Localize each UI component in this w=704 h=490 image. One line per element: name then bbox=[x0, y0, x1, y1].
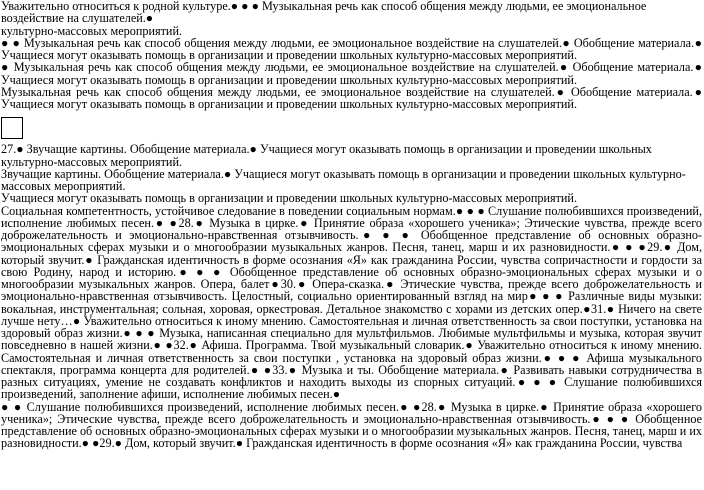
paragraph-10: ● ● Слушание полюбившихся произведений, исполнение любимых песен.● ●28.● Музыка в цирке.● Принятие образа «хорошего ученика»; Этические чувства, прежде всего доброжелательность и эмоционально-нравственная отзывчивость.● ● ● Обобщенное представление об основных образно-эмоциональных сферах музыки и о многообразии музыкальных жанров. Песня, танец, марш и их разновидности.● ●29.● Дом, который звучит.● Гражданская идентичность в форме осознания «Я» как гражданина России, чувства bbox=[1, 399, 702, 451]
paragraph-1: Уважительно относиться к родной культуре.● ● ● Музыкальная речь как способ общения между людьми, ее эмоциональное воздействие на слушателей.● bbox=[1, 0, 647, 26]
document-body bbox=[1, 0, 702, 450]
paragraph-3: ● ● Музыкальная речь как способ общения между людьми, ее эмоциональное воздействие на слушателей.● Обобщение материала.● Учащиеся могут оказывать помощь в организации и проведении школьных культурно-массовых мероприятий. bbox=[1, 35, 702, 62]
paragraph-7: Звучащие картины. Обобщение материала.● Учащиеся могут оказывать помощь в организации и проведении школьных культурно-массовых мероприятий. bbox=[1, 166, 686, 193]
paragraph-2: культурно-массовых мероприятий. bbox=[1, 23, 183, 38]
empty-image-placeholder bbox=[1, 117, 23, 139]
paragraph-4: ● Музыкальная речь как способ общения между людьми, ее эмоциональное воздействие на слушателей.● Обобщение материала.● Учащиеся могут оказывать помощь в организации и проведении школьных культурно-массовых мероприятий. bbox=[1, 60, 702, 87]
paragraph-5: Музыкальная речь как способ общения между людьми, ее эмоциональное воздействие на слушателей.● Обобщение материала.● Учащиеся могут оказывать помощь в организации и проведении школьных культурно-массовых мероприятий. bbox=[1, 84, 702, 111]
paragraph-6: 27.● Звучащие картины. Обобщение материала.● Учащиеся могут оказывать помощь в организации и проведении школьных культурно-массовых мероприятий. bbox=[1, 142, 652, 169]
paragraph-9: Социальная компетентность, устойчивое следование в поведении социальным нормам.● ● ● Слушание полюбившихся произведений, исполнение любимых песен.● ●28.● Музыка в цирке.● Принятие образа «хорошего ученика»; Этические чувства, прежде всего доброжелательность и эмоционально-нравственная отзывчивость.● ● ● Обобщенное представление об основных образно-эмоциональных сферах музыки и о многообразии музыкальных жанров. Песня, танец, марш и их разновидности.● ● ●29.● Дом, который звучит.● Гражданская идентичность в форме осознания «Я» как гражданина России, чувства сопричастности и гордости за свою Родину, народ и историю.● ● ● Обобщенное представление об основных образно-эмоциональных сферах музыки и о многообразии музыкальных жанров. Опера, балет●30.● Опера-сказка.● Этические чувства, прежде всего доброжелательность и эмоционально-нравственная отзывчивость. Целостный, социально ориентированный взгляд на мир● ● ● Различные виды музыки: вокальная, инструментальная; сольная, хоровая, оркестровая. Детальное знакомство с хорами из детских опер.●31.● Ничего на свете лучше нету…● Уважительно относиться к иному мнению. Самостоятельная и личная ответственность за свои поступки, установка на здоровый образ жизни.● ● ● Музыка, написанная специально для мультфильмов. Любимые мультфильмы и музыка, которая звучит повседневно в нашей жизни.● ●32.● Афиша. Программа. Твой музыкальный словарик.● Уважительно относиться к иному мнению. Самостоятельная и личная ответственность за свои поступки , установка на здоровый образ жизни.● ● ● Афиша музыкального спектакля, программа концерта для родителей.● ●33.● Музыка и ты. Обобщение материала.● Развивать навыки сотрудничества в разных ситуациях, умение не создавать конфликтов и находить выходы из спорных ситуаций.● ● ● Слушание полюбившихся произведений, заполнение афиши, исполнение любимых песен.● bbox=[1, 203, 702, 402]
paragraph-8: Учащиеся могут оказывать помощь в организации и проведении школьных культурно-массовых мероприятий. bbox=[1, 191, 577, 206]
